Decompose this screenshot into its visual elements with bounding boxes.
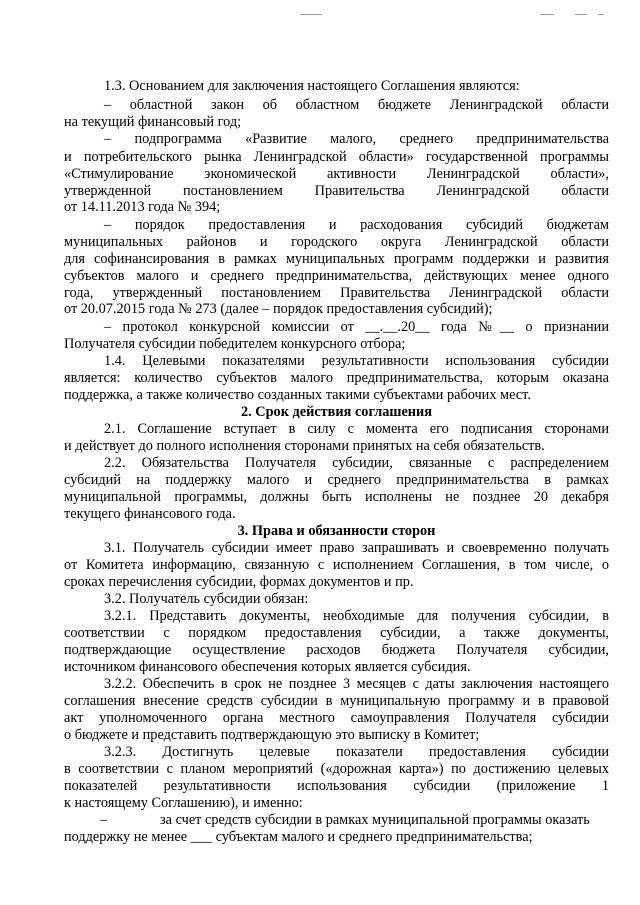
paragraph-line: от Комитета информацию, связанную с исполнением Соглашения, в том числе, о — [64, 557, 609, 573]
scan-artifact — [540, 14, 554, 15]
paragraph-line: для софинансирования в рамках муниципальных программ поддержки и развития — [64, 251, 609, 267]
paragraph-line: – подпрограмма «Развитие малого, среднего предпринимательства — [104, 131, 609, 147]
scan-artifact — [598, 14, 604, 15]
paragraph-line: – порядок предоставления и расходования субсидий бюджетам — [104, 217, 609, 233]
paragraph-line: текущего финансового года. — [64, 506, 236, 522]
paragraph-line: поддержку не менее ___ субъектам малого и среднего предпринимательства; — [64, 829, 533, 845]
paragraph-line: соглашения внесение средств субсидии в муниципальную программу и в правовой — [64, 693, 609, 709]
scan-artifact — [300, 14, 322, 15]
clause-3-2-2: 3.2.2. Обеспечить в срок не позднее 3 месяцев с даты заключения настоящего — [104, 676, 609, 692]
paragraph-line: в соответствии с планом мероприятий («дорожная карта») по достижению целевых — [64, 761, 609, 777]
clause-2-2: 2.2. Обязательства Получателя субсидии, связанные с распределением — [104, 455, 609, 471]
paragraph-line: к настоящему Соглашению), и именно: — [64, 795, 303, 811]
clause-1-4: 1.4. Целевыми показателями результативности использования субсидии — [104, 353, 609, 369]
clause-3-2: 3.2. Получатель субсидии обязан: — [104, 591, 309, 607]
paragraph-line: и действует до полного исполнения сторонами принятых на себя обязательств. — [64, 438, 545, 454]
paragraph-line: субъектов малого и среднего предпринимательства, действующих менее одного — [64, 268, 609, 284]
paragraph-line: источником финансового обеспечения которых является субсидия. — [64, 659, 471, 675]
paragraph-line: поддержка, а также количество созданных такими субъектами рабочих мест. — [64, 387, 531, 403]
paragraph-line: на текущий финансовый год; — [64, 114, 242, 130]
paragraph-line: соответствии с порядком предоставления субсидии, а также документы, — [64, 625, 609, 641]
paragraph-line: года, утвержденный постановлением Правительства Ленинградской области — [64, 285, 609, 301]
section-3-heading: 3. Права и обязанности сторон — [237, 523, 436, 539]
paragraph-line: от 14.11.2013 года № 394; — [64, 199, 221, 215]
clause-3-2-1: 3.2.1. Представить документы, необходимые для получения субсидии, в — [104, 608, 609, 624]
paragraph-line: является: количество субъектов малого предпринимательства, которым оказана — [64, 370, 609, 386]
paragraph-line: муниципальной программы, должны быть исполнены не позднее 20 декабря — [64, 489, 609, 505]
scan-artifact — [575, 14, 587, 15]
paragraph-line: – протокол конкурсной комиссии от __.__.20__ года №__ о признании — [104, 319, 609, 335]
paragraph-line: сроках перечисления субсидии, формах документов и пр. — [64, 574, 414, 590]
paragraph-line: показателей результативности использования субсидии (приложение 1 — [64, 778, 609, 794]
paragraph-line: Получателя субсидии победителем конкурсного отбора; — [64, 336, 406, 352]
paragraph-line: подтверждающие осуществление расходов бюджета Получателя субсидии, — [64, 642, 609, 658]
bullet-text: за счет средств субсидии в рамках муниципальной программы оказать — [160, 812, 590, 828]
paragraph-line: и потребительского рынка Ленинградской области» государственной программы — [64, 149, 609, 165]
clause-2-1: 2.1. Соглашение вступает в силу с момента его подписания сторонами — [104, 421, 609, 437]
bullet-dash: – — [100, 812, 108, 828]
clause-1-3-heading: 1.3. Основанием для заключения настоящего Соглашения являются: — [104, 78, 520, 94]
clause-3-1: 3.1. Получатель субсидии имеет право запрашивать и своевременно получать — [104, 540, 609, 556]
paragraph-line: акт уполномоченного органа местного самоуправления Получателя субсидии — [64, 710, 609, 726]
clause-3-2-3: 3.2.3. Достигнуть целевые показатели предоставления субсидии — [104, 744, 609, 760]
paragraph-line: утвержденной постановлением Правительства Ленинградской области — [64, 183, 609, 199]
paragraph-line: «Стимулирование экономической активности Ленинградской области», — [64, 166, 609, 182]
section-2-heading: 2. Срок действия соглашения — [240, 404, 433, 420]
paragraph-line: от 20.07.2015 года № 273 (далее – порядок предоставления субсидий); — [64, 301, 493, 317]
paragraph-line: – областной закон об областном бюджете Ленинградской области — [104, 97, 609, 113]
bullet-line — [64, 812, 609, 828]
paragraph-line: субсидий на поддержку малого и среднего предпринимательства в рамках — [64, 472, 609, 488]
paragraph-line: о бюджете и представить подтверждающую это выписку в Комитет; — [64, 727, 480, 743]
paragraph-line: муниципальных районов и городского округа Ленинградской области — [64, 234, 609, 250]
